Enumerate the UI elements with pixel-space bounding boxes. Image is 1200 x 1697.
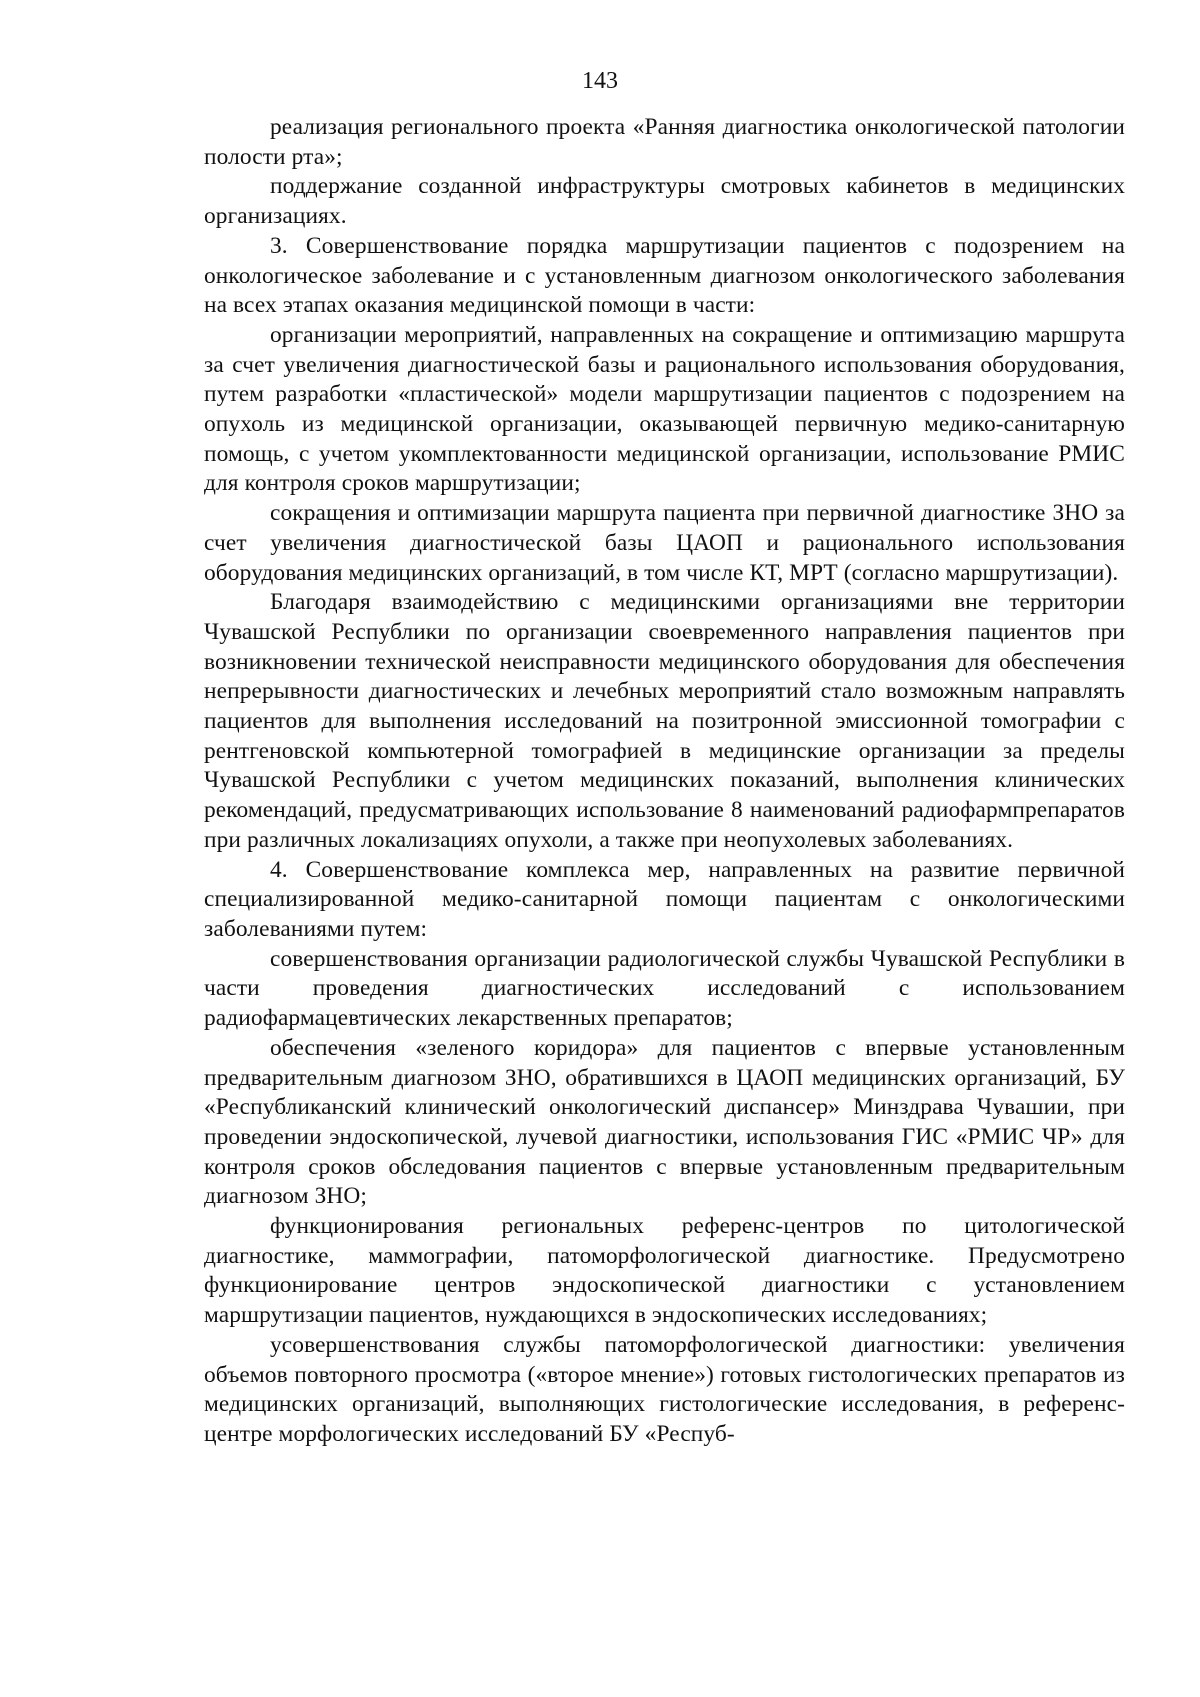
paragraph-radiology-service: совершенствования организации радиологической службы Чувашской Республики в части проведения диагностических исследований с использованием радиофармацевтических лекарственных препаратов; xyxy=(204,945,1125,1032)
paragraph-routing-improvement: 3. Совершенствование порядка маршрутизации пациентов с подозрением на онкологическое заболевание и с установленным диагнозом онкологического заболевания на всех этапах оказания медицинской помощи в части: xyxy=(204,232,1125,319)
paragraph-green-corridor: обеспечения «зеленого коридора» для пациентов с впервые установленным предварительным диагнозом ЗНО, обратившихся в ЦАОП медицинских организаций, БУ «Республиканский клинический онкологический диспансер» Минздрава Чувашии, при проведении эндоскопической, лучевой диагностики, использования ГИС «РМИС ЧР» для контроля сроков обследования пациентов с впервые установленным предварительным диагнозом ЗНО; xyxy=(204,1034,1125,1210)
paragraph-pathomorphology: усовершенствования службы патоморфологической диагностики: увеличения объемов повторного просмотра («второе мнение») готовых гистологических препаратов из медицинских организаций, выполняющих гистологические исследования, в референс-центре морфологических исследований БУ «Респуб- xyxy=(204,1331,1125,1447)
paragraph-external-cooperation: Благодаря взаимодействию с медицинскими организациями вне территории Чувашской Республики по организации своевременного направления пациентов при возникновении технической неисправности медицинского оборудования для обеспечения непрерывности диагностических и лечебных мероприятий стало возможным направлять пациентов для выполнения исследований на позитронной эмиссионной томографии с рентгеновской компьютерной томографией в медицинские организации за пределы Чувашской Республики с учетом медицинских показаний, выполнения клинических рекомендаций, предусматривающих использование 8 наименований радиофармпрепаратов при различных локализациях опухоли, а также при неопухолевых заболеваниях. xyxy=(204,589,1125,853)
body-text xyxy=(204,113,1125,1450)
page-number: 143 xyxy=(582,68,618,94)
paragraph-reference-centers: функционирования региональных референс-центров по цитологической диагностике, маммографии, патоморфологической диагностике. Предусмотрено функционирование центров эндоскопической диагностики с установлением маршрутизации пациентов, нуждающихся в эндоскопических исследованиях; xyxy=(204,1213,1125,1329)
paragraph-route-optimization: организации мероприятий, направленных на сокращение и оптимизацию маршрута за счет увеличения диагностической базы и рационального использования оборудования, путем разработки «пластической» модели маршрутизации пациентов с подозрением на опухоль из медицинской организации, оказывающей первичную медико-санитарную помощь, с учетом укомплектованности медицинской организации, использование РМИС для контроля сроков маршрутизации; xyxy=(204,321,1125,497)
paragraph-primary-diagnostics: сокращения и оптимизации маршрута пациента при первичной диагностике ЗНО за счет увеличения диагностической базы ЦАОП и рационального использования оборудования медицинских организаций, в том числе КТ, МРТ (согласно маршрутизации). xyxy=(204,500,1125,586)
paragraph-screening-rooms: поддержание созданной инфраструктуры смотровых кабинетов в медицинских организациях. xyxy=(204,173,1125,230)
paragraph-regional-project: реализация регионального проекта «Ранняя диагностика онкологической патологии полости рта»; xyxy=(204,114,1125,170)
paragraph-primary-specialized-care: 4. Совершенствование комплекса мер, направленных на развитие первичной специализированной медико-санитарной помощи пациентам с онкологическими заболеваниями путем: xyxy=(204,856,1125,942)
